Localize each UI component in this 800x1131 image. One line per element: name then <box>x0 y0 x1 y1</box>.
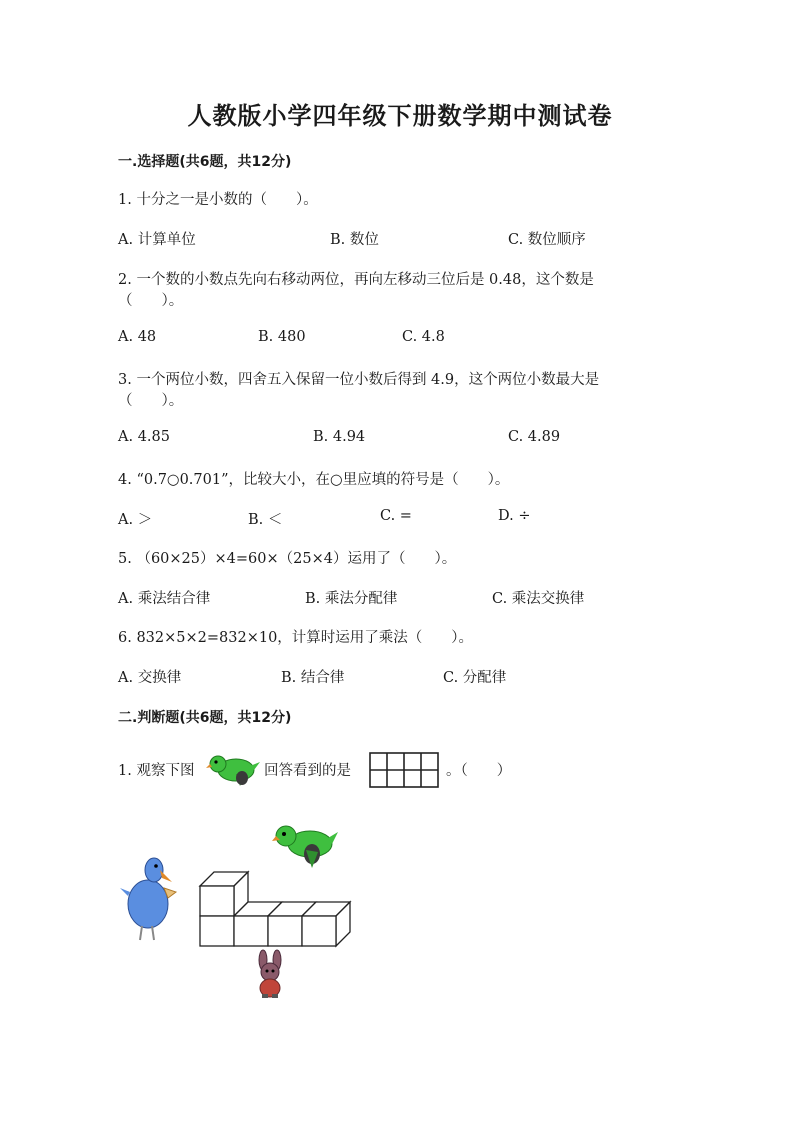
judgement-1-part1: 1. 观察下图 <box>118 763 195 779</box>
page-title: 人教版小学四年级下册数学期中测试卷 <box>187 102 613 130</box>
green-bird-icon <box>206 752 260 790</box>
judgement-1-part3: 。（ ） <box>446 763 512 779</box>
question-5: 5. （60×25）×4=60×（25×4）运用了（ ）。 <box>118 551 457 567</box>
q2-option-b[interactable]: B. 480 <box>258 329 306 345</box>
q5-option-c[interactable]: C. 乘法交换律 <box>492 591 585 607</box>
q4-option-d[interactable]: D. ÷ <box>498 508 531 524</box>
question-1: 1. 十分之一是小数的（ ）。 <box>118 192 318 208</box>
q6-option-c[interactable]: C. 分配律 <box>443 670 507 686</box>
q6-option-a[interactable]: A. 交换律 <box>118 670 182 686</box>
q1-option-b[interactable]: B. 数位 <box>330 232 379 248</box>
section-heading-choice: 一.选择题(共6题，共12分) <box>118 154 292 170</box>
question-2-line2: （ ）。 <box>118 293 184 309</box>
q2-option-a[interactable]: A. 48 <box>118 329 157 345</box>
view-grid-figure <box>369 752 439 788</box>
q3-option-c[interactable]: C. 4.89 <box>508 429 561 445</box>
q3-option-b[interactable]: B. 4.94 <box>313 429 366 445</box>
blue-bird-icon <box>120 852 178 942</box>
judgement-1-part2: 回答看到的是 <box>264 763 351 779</box>
q2-option-c[interactable]: C. 4.8 <box>402 329 445 345</box>
question-3-line2: （ ）。 <box>118 393 184 409</box>
question-2-line1: 2. 一个数的小数点先向右移动两位，再向左移动三位后是 0.48，这个数是 <box>118 272 594 288</box>
q4-option-b[interactable]: B. ＜ <box>248 512 283 528</box>
q6-option-b[interactable]: B. 结合律 <box>281 670 345 686</box>
section-heading-judgement: 二.判断题(共6题，共12分) <box>118 710 292 726</box>
green-bird-top-icon <box>272 822 338 870</box>
rabbit-icon <box>250 950 290 998</box>
question-6: 6. 832×5×2=832×10，计算时运用了乘法（ ）。 <box>118 630 474 646</box>
q4-option-c[interactable]: C. = <box>380 508 412 524</box>
question-4: 4. “0.7○0.701”，比较大小，在○里应填的符号是（ ）。 <box>118 472 510 488</box>
q5-option-b[interactable]: B. 乘法分配律 <box>305 591 398 607</box>
q4-option-a[interactable]: A. ＞ <box>118 512 153 528</box>
q3-option-a[interactable]: A. 4.85 <box>118 429 170 445</box>
q5-option-a[interactable]: A. 乘法结合律 <box>118 591 211 607</box>
cube-stack-figure <box>196 868 352 948</box>
question-3-line1: 3. 一个两位小数，四舍五入保留一位小数后得到 4.9，这个两位小数最大是 <box>118 372 600 388</box>
q1-option-c[interactable]: C. 数位顺序 <box>508 232 586 248</box>
q1-option-a[interactable]: A. 计算单位 <box>118 232 196 248</box>
